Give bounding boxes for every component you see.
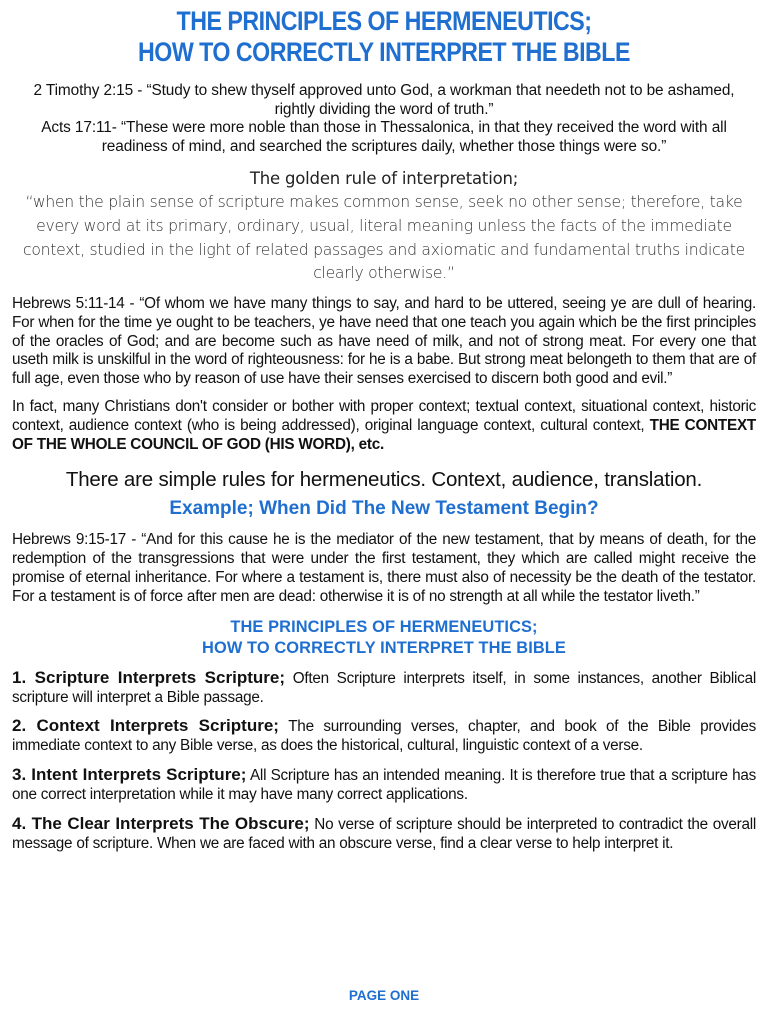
page-title-line1: THE PRINCIPLES OF HERMENEUTICS; [176, 6, 592, 36]
rule-text: No verse of scripture should be interpreted to contradict the overall message of scripture. When we are faced with an obscure verse, find a clear verse to help interpret it. [12, 816, 757, 852]
golden-rule-body: “when the plain sense of scripture makes common sense, seek no other sense; therefore, take every word at its primary, ordinary, usual, literal meaning unless the facts of the immediate context, studied in the light of related passages and axiomatic and fundamental truths indicate clearly otherwise.” [23, 193, 745, 283]
rule-heading: 4. The Clear Interprets The Obscure; [12, 814, 310, 834]
context-text: In fact, many Christians don't consider or bother with proper context; textual context, situational context, historic context, audience context (who is being addressed), original language context, cultural context, [12, 398, 756, 435]
rule-heading: 2. Context Interprets Scripture; [12, 716, 279, 736]
section-title [12, 617, 756, 659]
context-bold-text: THE CONTEXT OF THE WHOLE COUNCIL OF GOD (HIS WORD), etc. [12, 417, 757, 454]
hebrews5-ref: Hebrews 5:11-14 - [12, 294, 140, 312]
page-title-line2: HOW TO CORRECTLY INTERPRET THE BIBLE [138, 37, 630, 67]
timothy-verse: 2 Timothy 2:15 - “Study to shew thyself approved unto God, a workman that needeth not to be ashamed, rightly dividing the word of truth.” [33, 82, 735, 118]
rule-text: All Scripture has an intended meaning. It is therefore true that a scripture has one correct interpretation while it may have many correct applications. [12, 767, 756, 804]
intro-verses [12, 82, 756, 156]
example-heading: Example; When Did The New Testament Begin? [169, 498, 599, 519]
section-title-line2: HOW TO CORRECTLY INTERPRET THE BIBLE [202, 638, 566, 657]
acts-verse: Acts 17:11- “These were more noble than those in Thessalonica, in that they received the word with all readiness of mind, and searched the scriptures daily, whether those things were so.” [41, 119, 727, 155]
golden-rule-title: The golden rule of interpretation; [249, 169, 519, 189]
rule-item [12, 766, 756, 805]
simple-rules-line: There are simple rules for hermeneutics. Context, audience, translation. [65, 468, 703, 491]
rule-text: The surrounding verses, chapter, and book of the Bible provides immediate context to any Bible verse, as does the historical, cultural, linguistic context of a verse. [12, 718, 756, 755]
rule-item [12, 717, 756, 756]
golden-rule [12, 167, 756, 285]
section-title-line1: THE PRINCIPLES OF HERMENEUTICS; [230, 617, 538, 636]
rule-item [12, 815, 756, 854]
page-number-footer: PAGE ONE [348, 988, 420, 1003]
hebrews5-paragraph [12, 295, 756, 390]
rule-heading: 1. Scripture Interprets Scripture; [12, 667, 285, 687]
hebrews5-text: “Of whom we have many things to say, and hard to be uttered, seeing ye are dull of hearing. For when for the time ye ought to be teachers, ye have need that one teach you again which be the first principles of the oracles of God; and are become such as have need of milk, and not of strong meat. For every one that useth milk is unskilful in the word of righteousness: for he is a babe. But strong meat belongeth to them that are of full age, even those who by reason of use have their senses exercised to discern both good and evil.” [12, 294, 756, 388]
rule-text: Often Scripture interprets itself, in some instances, another Biblical scripture will interpret a Bible passage. [12, 669, 756, 706]
rule-item [12, 669, 756, 708]
context-paragraph [12, 398, 756, 455]
page-title [30, 6, 739, 68]
hebrews9-paragraph: Hebrews 9:15-17 - “And for this cause he is the mediator of the new testament, that by means of death, for the redemption of the transgressions that were under the first testament, they which are called might receive the promise of eternal inheritance. For where a testament is, there must also of necessity be the death of the testator. For a testament is of force after men are dead: otherwise it is of no strength at all while the testator liveth.” [12, 531, 756, 605]
rule-heading: 3. Intent Interprets Scripture; [12, 765, 247, 785]
